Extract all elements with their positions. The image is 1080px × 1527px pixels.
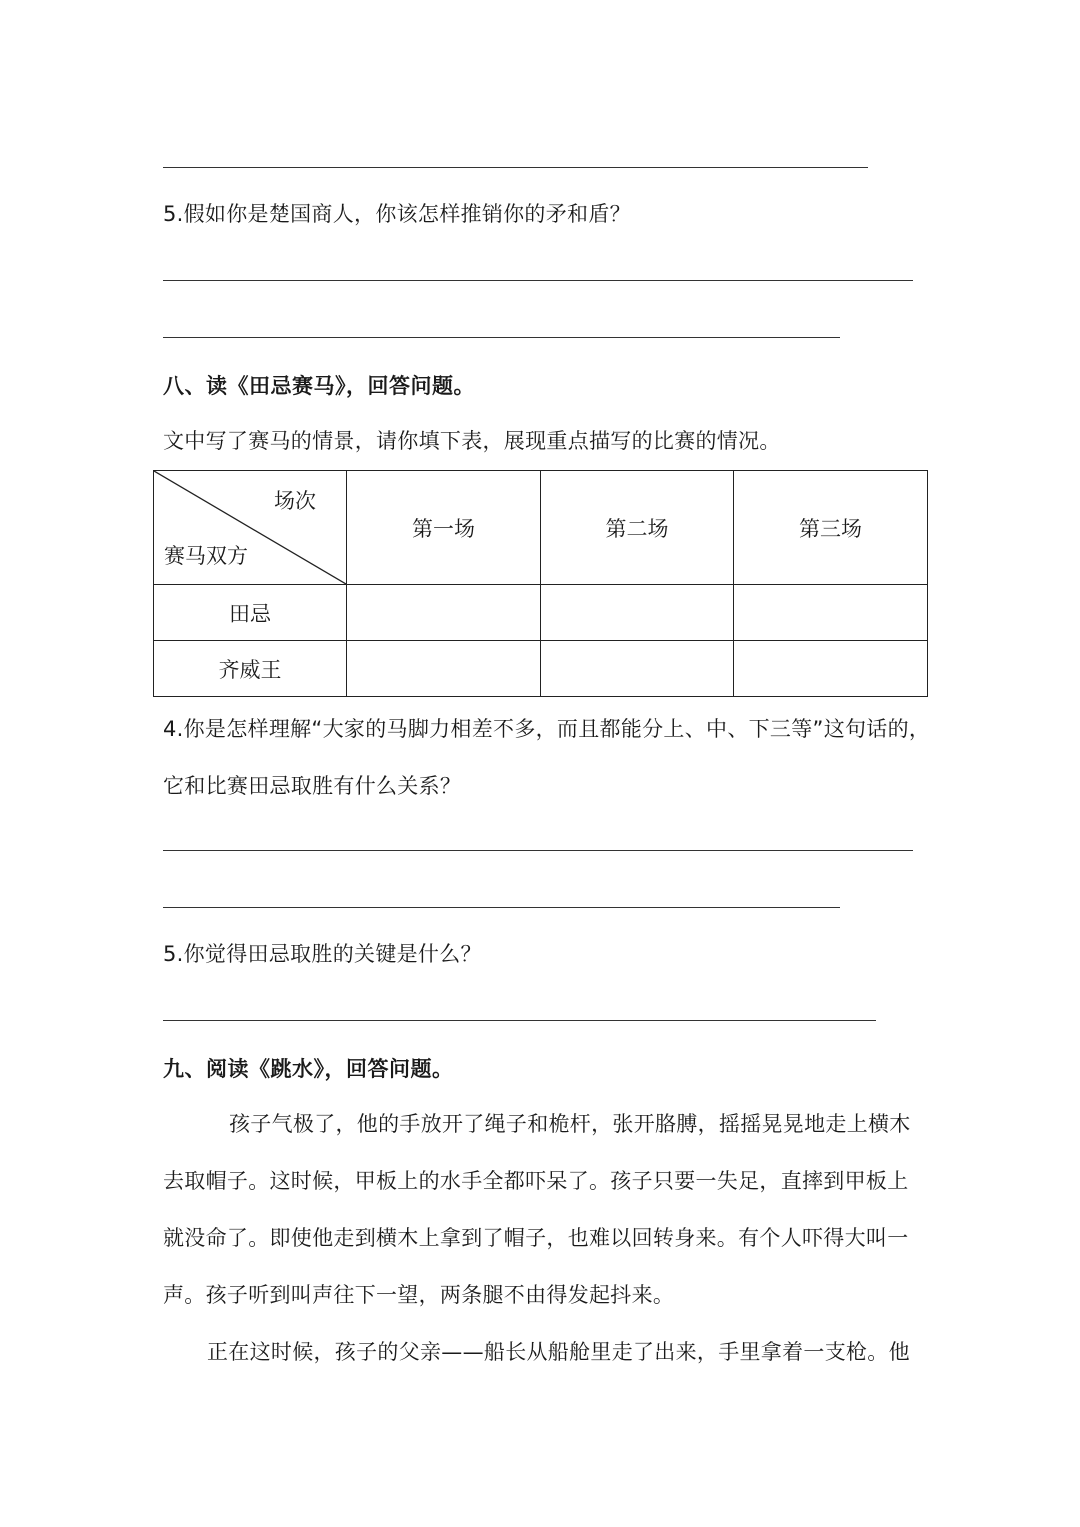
corner-label-rounds: 场次 bbox=[274, 489, 316, 513]
answer-line[interactable] bbox=[163, 850, 913, 851]
question-chu-merchant: 5.假如你是楚国商人，你该怎样推销你的矛和盾？ bbox=[163, 202, 631, 226]
answer-line[interactable] bbox=[163, 907, 840, 908]
passage-line: 正在这时候，孩子的父亲——船长从船舱里走了出来，手里拿着一支枪。他 bbox=[207, 1340, 910, 1364]
table-answer-cell[interactable] bbox=[541, 641, 734, 697]
answer-line[interactable] bbox=[163, 167, 868, 168]
section-8-heading: 八、读《田忌赛马》，回答问题。 bbox=[163, 374, 475, 398]
table-answer-cell[interactable] bbox=[347, 641, 541, 697]
row-header: 田忌 bbox=[154, 585, 347, 641]
question-4-line-1: 4.你是怎样理解“大家的马脚力相差不多，而且都能分上、中、下三等”这句话的， bbox=[163, 717, 931, 741]
answer-line[interactable] bbox=[163, 280, 913, 281]
passage-line: 孩子气极了，他的手放开了绳子和桅杆，张开胳膊，摇摇晃晃地走上横木 bbox=[229, 1112, 911, 1136]
question-4-line-2: 它和比赛田忌取胜有什么关系？ bbox=[163, 774, 462, 798]
row-header: 齐威王 bbox=[154, 641, 347, 697]
passage-line: 去取帽子。这时候，甲板上的水手全都吓呆了。孩子只要一失足，直摔到甲板上 bbox=[163, 1169, 909, 1193]
column-header: 第二场 bbox=[541, 471, 734, 585]
passage-line: 声。孩子听到叫声往下一望，两条腿不由得发起抖来。 bbox=[163, 1283, 675, 1307]
table-answer-cell[interactable] bbox=[734, 641, 928, 697]
race-table bbox=[153, 470, 928, 697]
section-8-instruction: 文中写了赛马的情景，请你填下表，展现重点描写的比赛的情况。 bbox=[163, 429, 781, 453]
question-5-tianji: 5.你觉得田忌取胜的关键是什么？ bbox=[163, 942, 482, 966]
column-header: 第一场 bbox=[347, 471, 541, 585]
answer-line[interactable] bbox=[163, 337, 840, 338]
table-answer-cell[interactable] bbox=[541, 585, 734, 641]
table-answer-cell[interactable] bbox=[347, 585, 541, 641]
section-9-heading: 九、阅读《跳水》，回答问题。 bbox=[163, 1057, 454, 1081]
table-corner-cell bbox=[154, 471, 347, 585]
passage-line: 就没命了。即使他走到横木上拿到了帽子，也难以回转身来。有个人吓得大叫一 bbox=[163, 1226, 909, 1250]
column-header: 第三场 bbox=[734, 471, 928, 585]
answer-line[interactable] bbox=[163, 1020, 876, 1021]
table-answer-cell[interactable] bbox=[734, 585, 928, 641]
corner-label-parties: 赛马双方 bbox=[164, 544, 248, 568]
